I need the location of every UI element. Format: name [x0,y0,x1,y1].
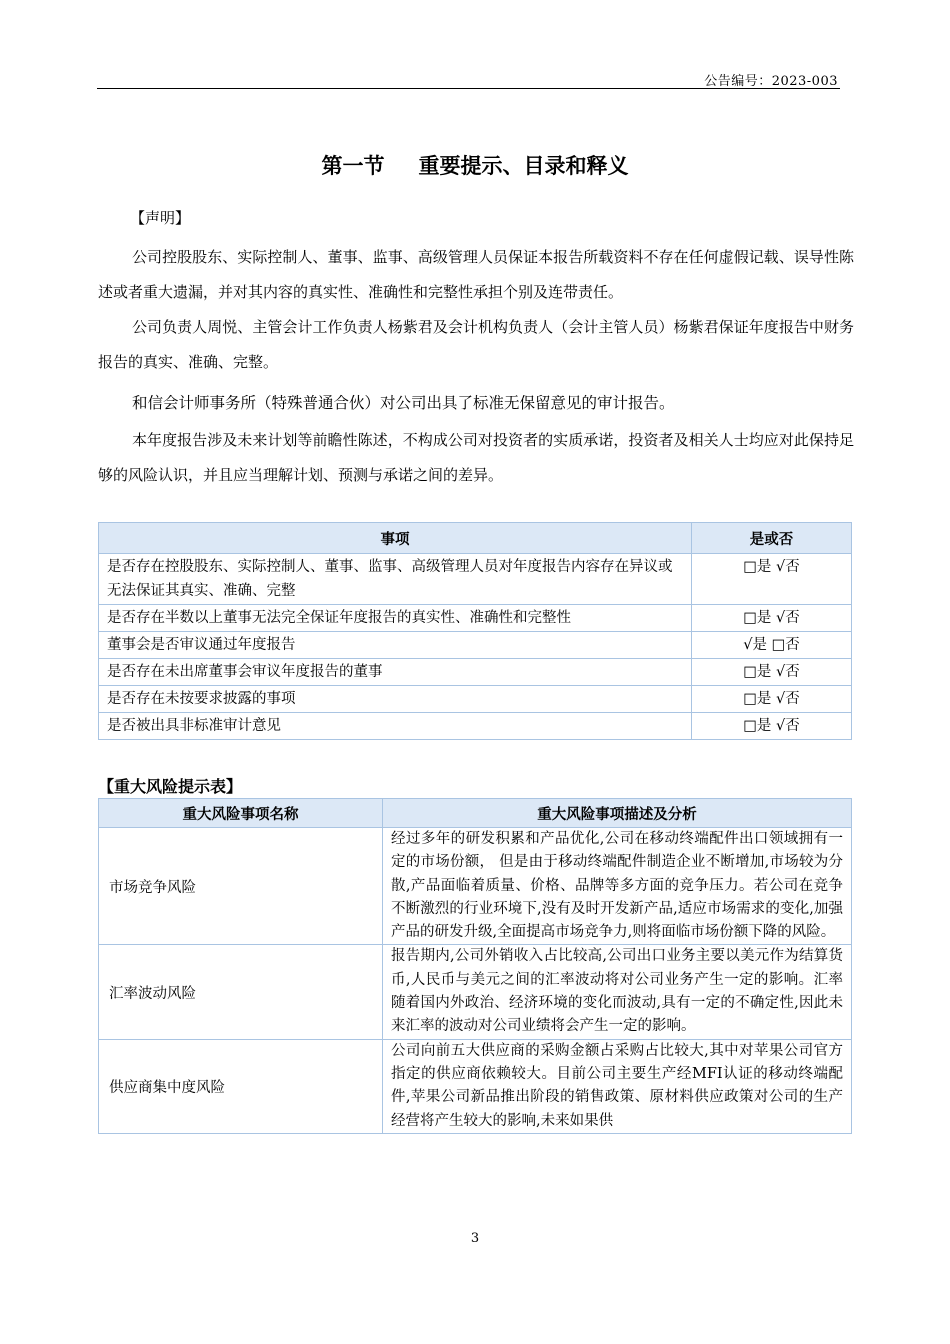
statement-paragraph-1: 公司控股股东、实际控制人、董事、监事、高级管理人员保证本报告所载资料不存在任何虚假记载、误导性陈述或者重大遗漏，并对其内容的真实性、准确性和完整性承担个别及连带责任。 [98,248,854,301]
header-divider [97,88,840,89]
row-answer: □是 √否 [692,605,852,632]
statement-paragraph-2: 公司负责人周悦、主管会计工作负责人杨紫君及会计机构负责人（会计主管人员）杨紫君保证年度报告中财务报告的真实、准确、完整。 [98,318,854,371]
table-row [99,605,852,632]
row-item: 是否存在半数以上董事无法完全保证年度报告的真实性、准确性和完整性 [99,605,692,632]
row-answer: □是 √否 [692,686,852,713]
risk-description: 经过多年的研发积累和产品优化,公司在移动终端配件出口领域拥有一定的市场份额， 但是由于移动终端配件制造企业不断增加,市场较为分散,产品面临着质量、价格、品牌等多方面的竞争压力。若公司在竞争不断激烈的行业环境下,没有及时开发新产品,适应市场需求的变化,加强产品的研发升级,全面提高市场竞争力,则将面临市场份额下降的风险。 [383,828,852,945]
section-title [0,150,950,180]
statement-paragraph-4: 本年度报告涉及未来计划等前瞻性陈述，不构成公司对投资者的实质承诺，投资者及相关人士均应对此保持足够的风险认识，并且应当理解计划、预测与承诺之间的差异。 [98,431,854,484]
page-number: 3 [470,1231,480,1246]
column-header-answer: 是或否 [692,523,852,554]
risk-table-heading: 【重大风险提示表】 [98,777,243,796]
risk-table [98,798,852,1134]
risk-description: 公司向前五大供应商的采购金额占采购占比较大,其中对苹果公司官方指定的供应商依赖较大。目前公司主要生产经MFI认证的移动终端配件,苹果公司新品推出阶段的销售政策、原材料供应政策对公司的生产经营将产生较大的影响,未来如果供 [383,1039,852,1133]
risk-name: 供应商集中度风险 [99,1039,383,1133]
row-answer: □是 √否 [692,713,852,740]
table-row [99,686,852,713]
risk-name: 汇率波动风险 [99,945,383,1039]
announcement-number: 公告编号：2023-003 [704,74,838,89]
section-heading: 重要提示、目录和释义 [418,154,629,178]
confirmation-table [98,522,852,740]
risk-description: 报告期内,公司外销收入占比较高,公司出口业务主要以美元作为结算货币,人民币与美元之间的汇率波动将对公司业务产生一定的影响。汇率随着国内外政治、经济环境的变化而波动,具有一定的不确定性,因此未来汇率的波动对公司业绩将会产生一定的影响。 [383,945,852,1039]
section-number: 第一节 [321,154,385,178]
table-row [99,659,852,686]
statement-heading: 【声明】 [130,209,191,227]
row-item: 是否存在未按要求披露的事项 [99,686,692,713]
row-item: 董事会是否审议通过年度报告 [99,632,692,659]
table-row [99,554,852,605]
column-header-risk-desc: 重大风险事项描述及分析 [383,799,852,828]
risk-name: 市场竞争风险 [99,828,383,945]
table-header-row [99,799,852,828]
table-row [99,1039,852,1133]
statement-paragraph-3: 和信会计师事务所（特殊普通合伙）对公司出具了标准无保留意见的审计报告。 [132,394,675,412]
row-item: 是否存在未出席董事会审议年度报告的董事 [99,659,692,686]
row-item: 是否被出具非标准审计意见 [99,713,692,740]
table-row [99,632,852,659]
table-row [99,945,852,1039]
column-header-risk-name: 重大风险事项名称 [99,799,383,828]
column-header-item: 事项 [99,523,692,554]
row-answer: □是 √否 [692,659,852,686]
table-row [99,713,852,740]
row-answer: √是 □否 [692,632,852,659]
table-row [99,828,852,945]
row-item: 是否存在控股股东、实际控制人、董事、监事、高级管理人员对年度报告内容存在异议或无法保证其真实、准确、完整 [99,554,692,605]
table-header-row [99,523,852,554]
row-answer: □是 √否 [692,554,852,605]
